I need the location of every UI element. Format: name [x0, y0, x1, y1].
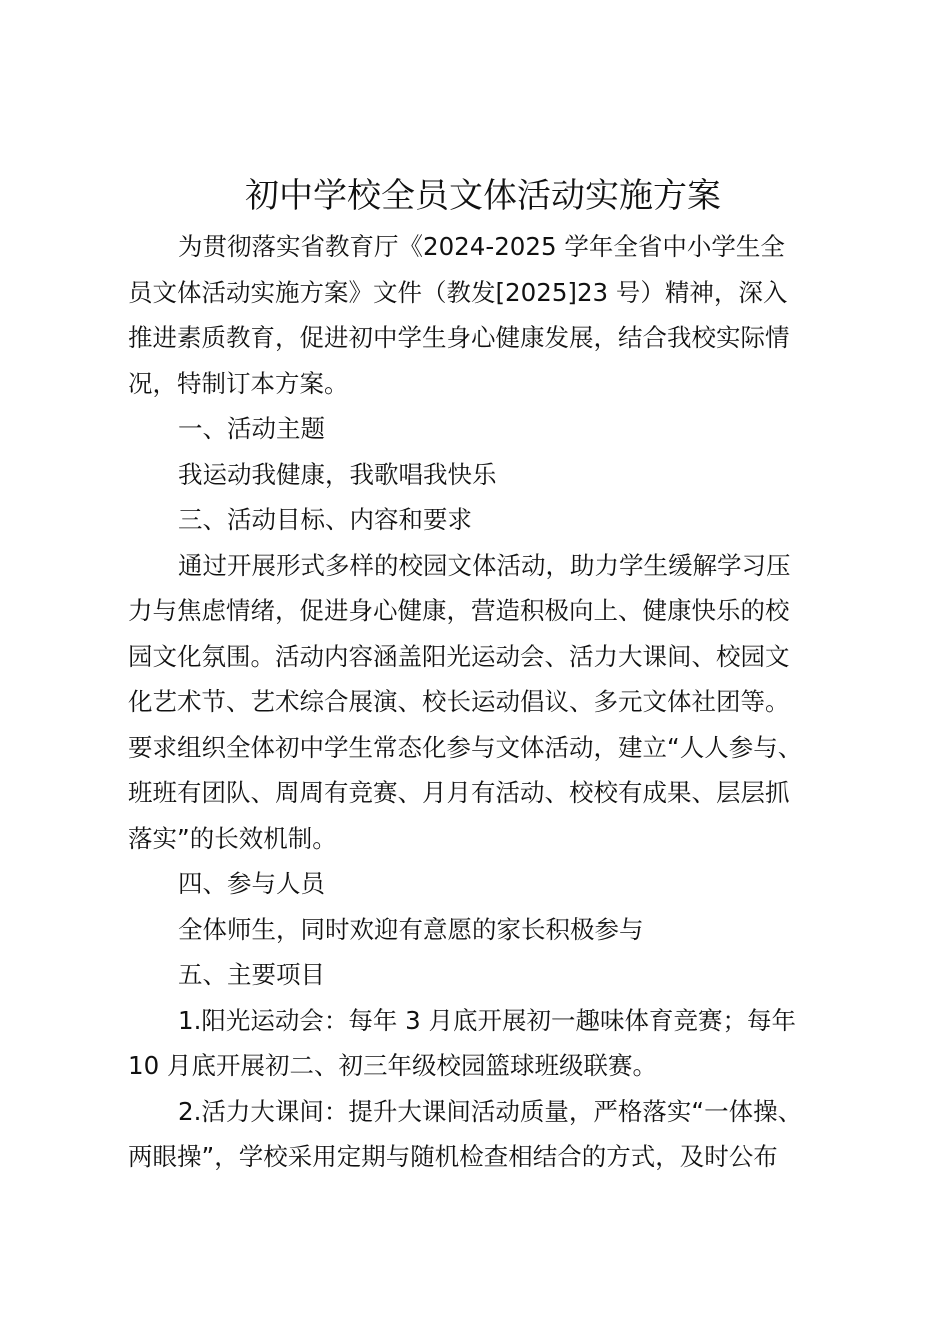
text-line: 班班有团队、周周有竞赛、月月有活动、校校有成果、层层抓	[128, 778, 790, 807]
text-line: 两眼操”，学校采用定期与随机检查相结合的方式，及时公布	[128, 1142, 778, 1171]
text-line: 四、参与人员	[178, 869, 325, 898]
document-page	[128, 172, 838, 1180]
text-line: 我运动我健康，我歌唱我快乐	[178, 459, 497, 489]
section-heading-goals	[128, 497, 838, 543]
section-heading-theme	[128, 406, 838, 452]
text-line: 1.阳光运动会：每年 3 月底开展初一趣味体育竞赛；每年	[178, 1005, 797, 1035]
project-item-sports-meet	[128, 998, 838, 1089]
text-line: 员文体活动实施方案》文件（教发[2025]23 号）精神，深入	[128, 277, 788, 307]
section-heading-participants	[128, 861, 838, 907]
text-line: 力与焦虑情绪，促进身心健康，营造积极向上、健康快乐的校	[128, 596, 790, 625]
project-item-recess	[128, 1089, 838, 1180]
section-heading-projects	[128, 952, 838, 998]
text-line: 化艺术节、艺术综合展演、校长运动倡议、多元文体社团等。	[128, 687, 790, 716]
section-body-participants	[128, 907, 838, 953]
text-line: 五、主要项目	[178, 960, 325, 989]
text-line: 为贯彻落实省教育厅《2024-2025 学年全省中小学生全	[178, 232, 785, 261]
intro-paragraph	[128, 224, 838, 406]
section-body-goals	[128, 543, 838, 862]
text-line: 一、活动主题	[178, 414, 325, 443]
text-line: 园文化氛围。活动内容涵盖阳光运动会、活力大课间、校园文	[128, 641, 790, 671]
text-line: 通过开展形式多样的校园文体活动，助力学生缓解学习压	[178, 550, 791, 580]
text-line: 三、活动目标、内容和要求	[178, 505, 472, 534]
text-line: 全体师生，同时欢迎有意愿的家长积极参与	[178, 914, 644, 944]
text-line: 落实”的长效机制。	[128, 823, 337, 853]
text-line: 要求组织全体初中学生常态化参与文体活动，建立“人人参与、	[128, 732, 803, 762]
text-line: 10 月底开展初二、初三年级校园篮球班级联赛。	[128, 1051, 657, 1080]
document-title: 初中学校全员文体活动实施方案	[245, 176, 721, 216]
text-line: 况，特制订本方案。	[128, 368, 349, 398]
text-line: 推进素质教育，促进初中学生身心健康发展，结合我校实际情	[128, 323, 790, 352]
section-body-theme	[128, 452, 838, 498]
text-line: 2.活力大课间：提升大课间活动质量，严格落实“一体操、	[178, 1096, 803, 1126]
